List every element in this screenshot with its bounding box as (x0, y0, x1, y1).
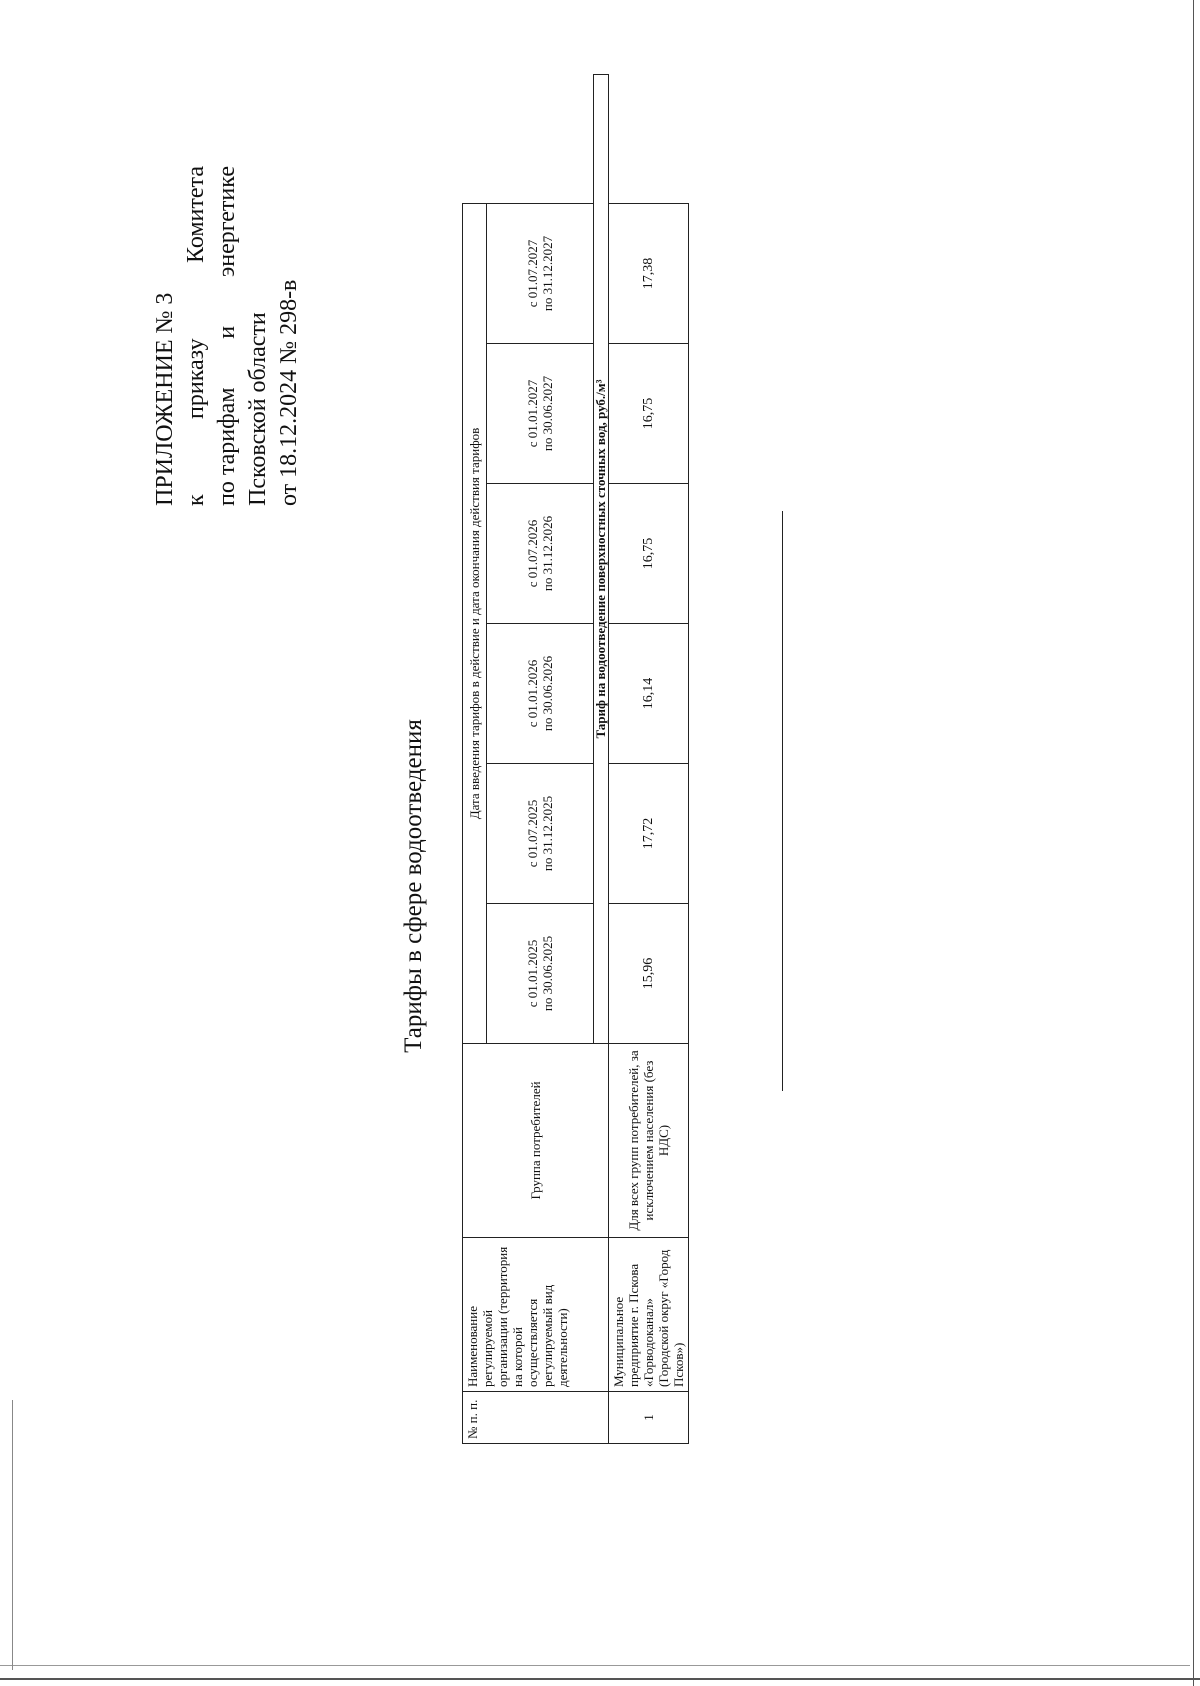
tariff-table (462, 74, 689, 1444)
appendix-line-4: Псковской области (245, 312, 271, 506)
period-1: с 01.01.2025 по 30.06.2025 (487, 904, 594, 1044)
header-num: № п. п. (463, 1392, 609, 1444)
tariff-value-4: 16,75 (609, 484, 689, 624)
period-6: с 01.07.2027 по 31.12.2027 (487, 204, 594, 344)
header-dates: Дата введения тарифов в действие и дата окончания действия тарифов (463, 204, 487, 1044)
tariff-value-3: 16,14 (609, 624, 689, 764)
closing-rule (782, 511, 783, 1091)
appendix-line-2: к приказу Комитета (183, 166, 209, 506)
appendix-line-3: по тарифам и энергетике (214, 166, 240, 506)
period-5: с 01.01.2027 по 30.06.2027 (487, 344, 594, 484)
rotated-page (0, 86, 1200, 1686)
period-4: с 01.07.2026 по 31.12.2026 (487, 484, 594, 624)
section-heading: Тариф на водоотведение поверхностных сточных вод, руб./м³ (594, 75, 609, 1044)
appendix-line-1: ПРИЛОЖЕНИЕ № 3 (152, 292, 178, 506)
header-consumer-group: Группа потребителей (463, 1044, 609, 1238)
header-organization: Наименование регулируемой организации (территория на которой осуществляется регулируемый вид деятельности) (463, 1238, 609, 1392)
appendix-header (150, 166, 305, 506)
period-3: с 01.01.2026 по 30.06.2026 (487, 624, 594, 764)
appendix-line-5: от 18.12.2024 № 298-в (276, 279, 302, 506)
row-consumer-group: Для всех групп потребителей, за исключением населения (без НДС) (609, 1044, 689, 1238)
row-organization: Муниципальное предприятие г. Пскова «Горводоканал» (Городской округ «Город Псков») (609, 1238, 689, 1392)
tariff-value-1: 15,96 (609, 904, 689, 1044)
document-title: Тарифы в сфере водоотведения (400, 719, 427, 1053)
period-2: с 01.07.2025 по 31.12.2025 (487, 764, 594, 904)
tariff-value-2: 17,72 (609, 764, 689, 904)
tariff-value-6: 17,38 (609, 204, 689, 344)
row-num: 1 (609, 1392, 689, 1444)
table-row (609, 75, 689, 1444)
tariff-value-5: 16,75 (609, 344, 689, 484)
